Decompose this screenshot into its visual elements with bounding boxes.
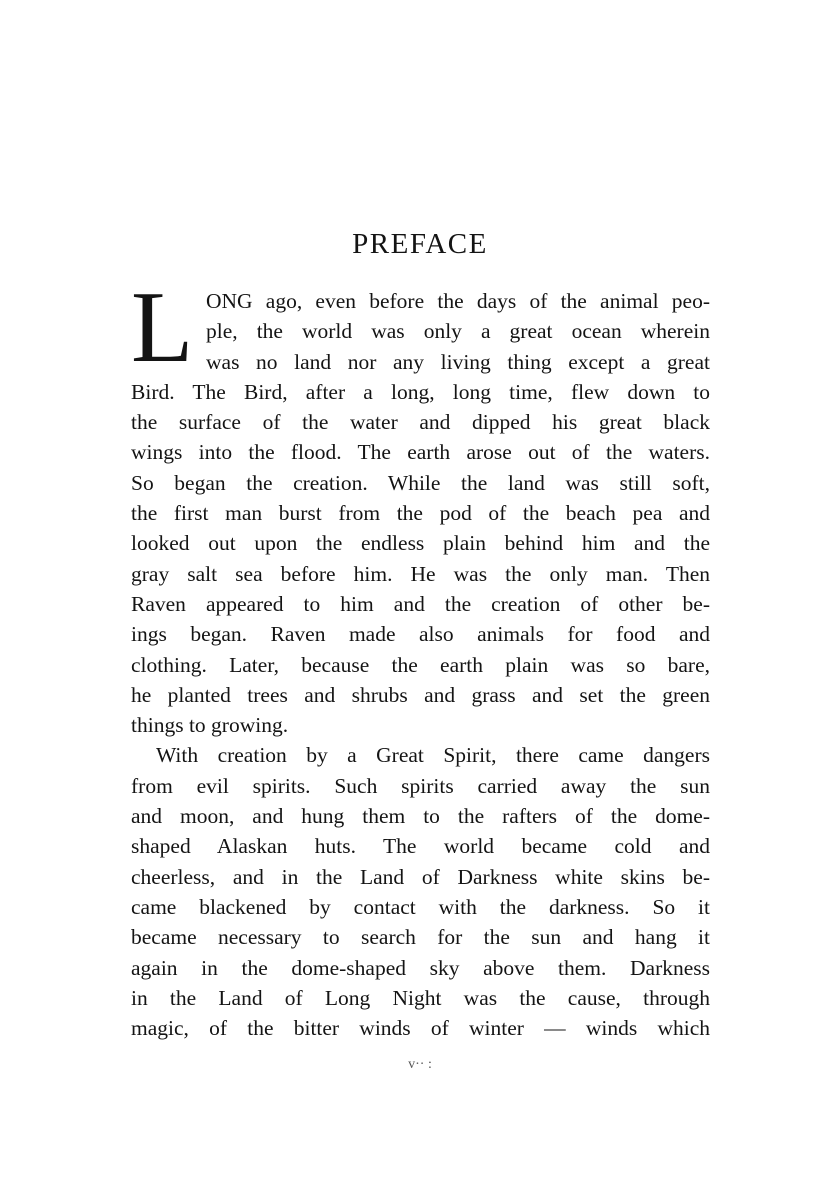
paragraph-2 xyxy=(131,740,710,1043)
text-line: was no land nor any living thing except a great xyxy=(206,349,710,374)
text-line: became necessary to search for the sun and hang it xyxy=(131,925,710,950)
text-line: shaped Alaskan huts. The world became cold and xyxy=(131,834,710,859)
text-line: ple, the world was only a great ocean wherein xyxy=(206,319,710,344)
text-line: Bird. The Bird, after a long, long time, flew down to xyxy=(131,379,710,404)
text-line: ings began. Raven made also animals for food and xyxy=(131,622,710,647)
text-line: clothing. Later, because the earth plain was so bare, xyxy=(131,652,710,677)
text-line: With creation by a Great Spirit, there came dangers xyxy=(156,743,710,768)
drop-cap: L xyxy=(131,271,194,384)
text-line: the surface of the water and dipped his great black xyxy=(131,410,710,435)
preface-text xyxy=(131,286,710,1043)
text-line: cheerless, and in the Land of Darkness white skins be- xyxy=(131,864,710,889)
text-line: magic, of the bitter winds of winter — winds which xyxy=(131,1016,710,1041)
text-line: he planted trees and shrubs and grass and set the green xyxy=(131,682,710,707)
text-line: and moon, and hung them to the rafters of the dome- xyxy=(131,804,710,829)
text-line: the first man burst from the pod of the beach pea and xyxy=(131,501,710,526)
page-title: PREFACE xyxy=(352,228,488,260)
text-line: ONG ago, even before the days of the animal peo- xyxy=(206,289,710,313)
text-line: from evil spirits. Such spirits carried away the sun xyxy=(131,773,710,798)
text-line: Raven appeared to him and the creation of other be- xyxy=(131,591,710,616)
text-line: again in the dome-shaped sky above them. Darkness xyxy=(131,955,710,980)
page-number: v·· : xyxy=(408,1057,432,1072)
text-line: came blackened by contact with the darkness. So it xyxy=(131,894,710,919)
paragraph-1 xyxy=(131,286,710,740)
text-line: in the Land of Long Night was the cause, through xyxy=(131,985,710,1010)
text-line: looked out upon the endless plain behind him and the xyxy=(131,531,710,556)
text-line: gray salt sea before him. He was the only man. Then xyxy=(131,561,710,586)
text-line: wings into the flood. The earth arose out of the waters. xyxy=(131,440,710,465)
text-line: things to growing. xyxy=(131,713,289,738)
text-line: So began the creation. While the land was still soft, xyxy=(131,470,710,495)
